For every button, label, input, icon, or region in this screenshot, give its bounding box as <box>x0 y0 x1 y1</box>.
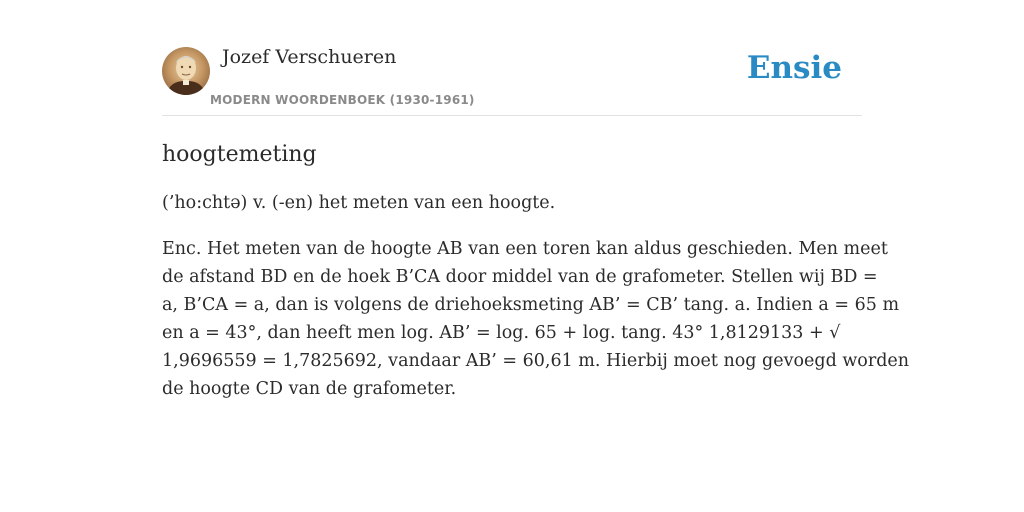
ensie-logo[interactable]: Ensie <box>746 50 842 86</box>
dictionary-source: MODERN WOORDENBOEK (1930-1961) <box>210 93 475 107</box>
encyclopedic-text <box>162 235 910 403</box>
headword: hoogtemeting <box>162 142 317 167</box>
definition: (’ho:chtə) v. (-en) het meten van een hoogte. <box>162 193 556 213</box>
text-line: 1,9696559 = 1,7825692, vandaar AB’ = 60,61 m. Hierbij moet nog gevoegd worden <box>162 351 910 371</box>
author-avatar[interactable] <box>162 47 210 95</box>
text-line: de afstand BD en de hoek B’CA door middel van de grafometer. Stellen wij BD = <box>162 267 878 287</box>
entry-content <box>162 138 910 403</box>
text-line: Enc. Het meten van de hoogte AB van een toren kan aldus geschieden. Men meet <box>162 239 888 259</box>
text-line: de hoogte CD van de grafometer. <box>162 379 457 399</box>
text-line: en a = 43°, dan heeft men log. AB’ = log. 65 + log. tang. 43° 1,8129133 + √ <box>162 323 841 343</box>
entry-header <box>162 45 862 116</box>
author-portrait-icon <box>162 47 210 95</box>
text-line: a, B’CA = a, dan is volgens de driehoeksmeting AB’ = CB’ tang. a. Indien a = 65 m <box>162 295 900 315</box>
author-name[interactable]: Jozef Verschueren <box>222 46 397 68</box>
